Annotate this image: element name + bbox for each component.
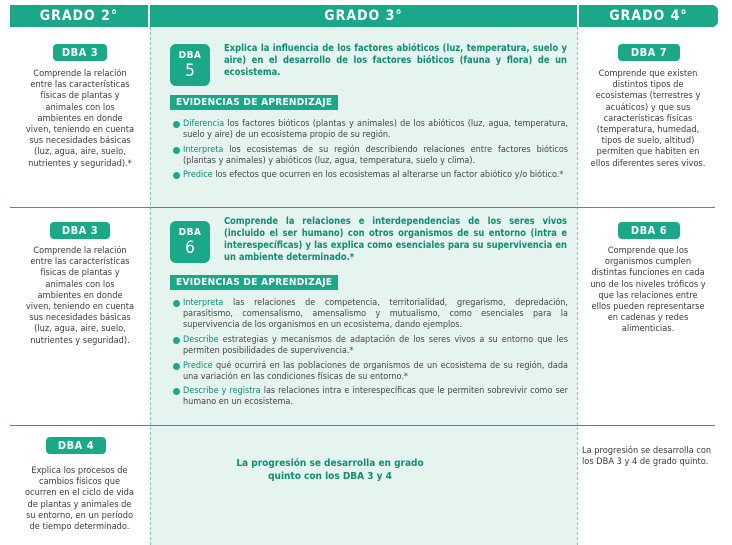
evidence-header: EVIDENCIAS DE APRENDIZAJE xyxy=(170,275,338,290)
row-divider xyxy=(10,207,715,208)
row-divider xyxy=(10,425,715,426)
dba-badge: DBA 3 xyxy=(53,44,107,61)
dba-description: Comprende la relación entre las características físicas de plantas y animales con los ambientes en donde viven, teniendo en cuenta sus necesidades básicas (luz, agua, aire, suelo, nutrientes y seguridad).* xyxy=(25,68,135,169)
bullet-icon xyxy=(173,337,180,344)
bullet-icon xyxy=(173,363,180,370)
dba-badge: DBA 6 xyxy=(618,222,680,239)
dba-label: DBA xyxy=(178,226,202,238)
dba-description: Comprende la relación entre las características físicas de plantas y animales con los ambientes en donde viven, teniendo en cuenta sus necesidades básicas (luz, agua, aire, suelo, nutrientes y seguridad). xyxy=(25,245,135,346)
evidence-item: Predice los efectos que ocurren en los ecosistemas al alterarse un factor abiótico y/o biótico.* xyxy=(183,170,568,181)
progression-note: La progresión se desarrolla en grado quinto con los DBA 3 y 4 xyxy=(236,458,424,482)
dba-number: 6 xyxy=(185,237,195,258)
dba-description: Comprende que existen distintos tipos de ecosistemas (terrestres y acuáticos) y que sus características físicas (temperatura, humedad, tipos de suelo, altitud) permiten que habiten en ellos diferentes seres vivos. xyxy=(590,68,706,169)
bullet-icon xyxy=(173,172,180,179)
evidence-item: Interpreta las relaciones de competencia, territorialidad, gregarismo, depredación, parasitismo, comensalismo, amensalismo y mutualismo, como esenciales para la supervivencia de los organismos en un ecosistema, dando ejemplos. xyxy=(183,298,568,332)
evidence-item: Describe estrategias y mecanismos de adaptación de los seres vivos a su entorno que les permiten posibilidades de supervivencia.* xyxy=(183,335,568,357)
dba-label: DBA xyxy=(178,49,202,61)
bullet-icon xyxy=(173,121,180,128)
bullet-icon xyxy=(173,147,180,154)
bullet-icon xyxy=(173,388,180,395)
dba-title: Explica la influencia de los factores abióticos (luz, temperatura, suelo y aire) en el desarrollo de los factores bióticos (fauna y flora) de un ecosistema. xyxy=(224,43,567,78)
dba-number: 5 xyxy=(185,60,195,81)
header-grado-2: GRADO 2° xyxy=(10,5,148,27)
evidence-header: EVIDENCIAS DE APRENDIZAJE xyxy=(170,95,338,110)
header-grado-3: GRADO 3° xyxy=(150,5,577,27)
dba-description: Explica los procesos de cambios físicos que ocurren en el ciclo de vida de plantas y animales de su entorno, en un período de tiempo determinado. xyxy=(24,465,134,533)
evidence-item: Interpreta los ecosistemas de su región describiendo relaciones entre factores bióticos (plantas y animales) y abióticos (luz, agua, temperatura, suelo y clima). xyxy=(183,145,568,167)
progression-note: La progresión se desarrolla con los DBA 3 y 4 de grado quinto. xyxy=(582,445,712,468)
dba-number-box xyxy=(170,44,210,86)
evidence-item: Describe y registra las relaciones intra e interespecíficas que le permiten sobrevivir como ser humano en un ecosistema. xyxy=(183,386,568,408)
evidence-item: Diferencia los factores bióticos (plantas y animales) de los abióticos (luz, agua, temperatura, suelo y aire) de un ecosistema propio de su región. xyxy=(183,119,568,141)
dba-badge: DBA 4 xyxy=(46,437,106,454)
column-divider xyxy=(150,27,151,545)
bullet-icon xyxy=(173,300,180,307)
column-divider xyxy=(577,27,578,545)
dba-description: Comprende que los organismos cumplen distintas funciones en cada uno de los niveles tróficos y que las relaciones entre ellos pueden representarse en cadenas y redes alimenticias. xyxy=(590,245,706,335)
dba-badge: DBA 3 xyxy=(50,222,110,239)
header-grado-4: GRADO 4° xyxy=(579,5,718,27)
evidence-item: Predice qué ocurrirá en las poblaciones de organismos de un ecosistema de su región, dada una variación en las condiciones físicas de su entorno.* xyxy=(183,361,568,383)
dba-title: Comprende la relaciones e interdependencias de los seres vivos (incluido el ser humano) con otros organismos de su entorno (intra e interespecíficas) y las explica como esenciales para su supervivencia en un ambiente determinado.* xyxy=(224,216,567,263)
dba-badge: DBA 7 xyxy=(618,44,680,61)
dba-number-box xyxy=(170,221,210,263)
